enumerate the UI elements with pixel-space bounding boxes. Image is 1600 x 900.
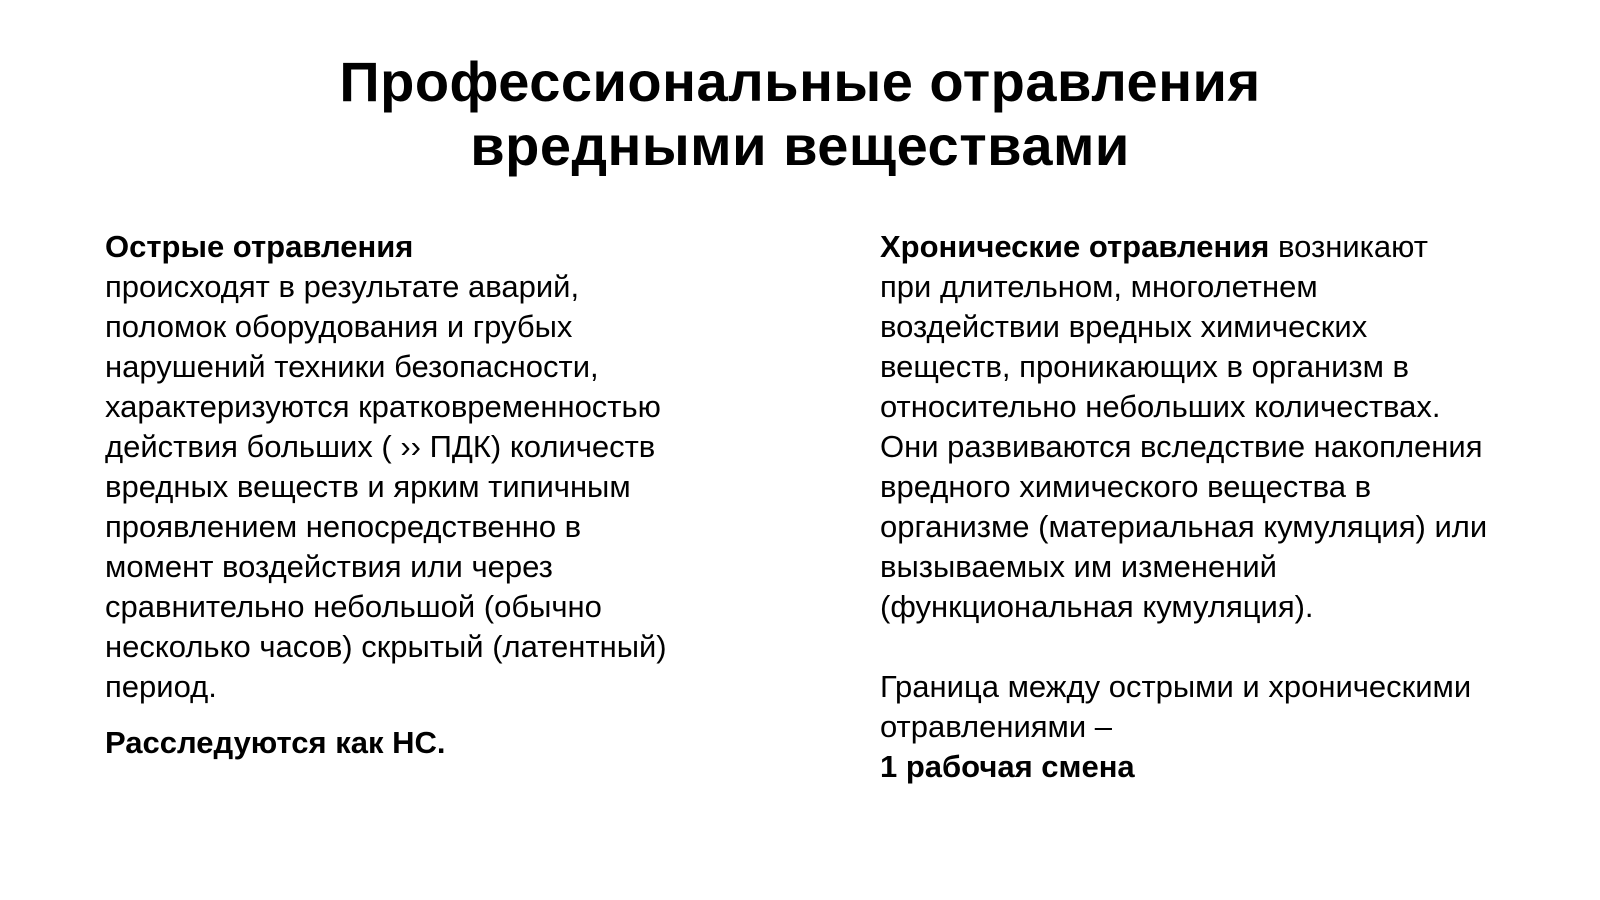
chronic-body-line: относительно небольших количествах. — [880, 389, 1441, 424]
acute-body-line: нарушений техники безопасности, — [105, 349, 599, 384]
acute-body-line: характеризуются кратковременностью — [105, 389, 661, 424]
boundary-paragraph — [880, 667, 1560, 787]
chronic-poisoning-column — [880, 227, 1560, 787]
boundary-line: Граница между острыми и хроническими — [880, 669, 1472, 704]
slide-title — [0, 50, 1600, 178]
acute-body-line: проявлением непосредственно в — [105, 509, 582, 544]
acute-body-line: действия больших ( ›› ПДК) количеств — [105, 429, 656, 464]
acute-body-line: период. — [105, 669, 217, 704]
slide-title-line-1: Профессиональные отравления — [339, 50, 1261, 113]
chronic-first-line — [880, 227, 1560, 267]
chronic-poisoning-heading: Хронические отравления — [880, 229, 1270, 264]
chronic-body-line: Они развиваются вследствие накопления — [880, 429, 1483, 464]
acute-body-line: сравнительно небольшой (обычно — [105, 589, 602, 624]
chronic-first-line-rest: возникают — [1269, 229, 1428, 264]
chronic-body-line: воздействии вредных химических — [880, 309, 1368, 344]
acute-poisoning-heading: Острые отравления — [105, 229, 414, 264]
chronic-body-line: веществ, проникающих в организм в — [880, 349, 1409, 384]
acute-conclusion — [105, 723, 745, 763]
acute-body-line: вредных веществ и ярким типичным — [105, 469, 631, 504]
acute-poisoning-column — [105, 227, 745, 763]
slide-title-line-2: вредными веществами — [470, 114, 1130, 177]
boundary-line: отравлениями – — [880, 709, 1113, 744]
chronic-body-line: при длительном, многолетнем — [880, 269, 1318, 304]
chronic-poisoning-paragraph — [880, 227, 1560, 627]
acute-conclusion-text: Расследуются как НС. — [105, 725, 446, 760]
chronic-body-line: (функциональная кумуляция). — [880, 589, 1314, 624]
chronic-body-line: организме (материальная кумуляция) или — [880, 509, 1488, 544]
chronic-body-line: вредного химического вещества в — [880, 469, 1372, 504]
chronic-body-line: вызываемых им изменений — [880, 549, 1277, 584]
acute-body-line: поломок оборудования и грубых — [105, 309, 573, 344]
acute-body-line: момент воздействия или через — [105, 549, 553, 584]
acute-poisoning-paragraph — [105, 227, 745, 707]
acute-body-line: происходят в результате аварий, — [105, 269, 580, 304]
boundary-value: 1 рабочая смена — [880, 749, 1135, 784]
acute-body-line: несколько часов) скрытый (латентный) — [105, 629, 667, 664]
